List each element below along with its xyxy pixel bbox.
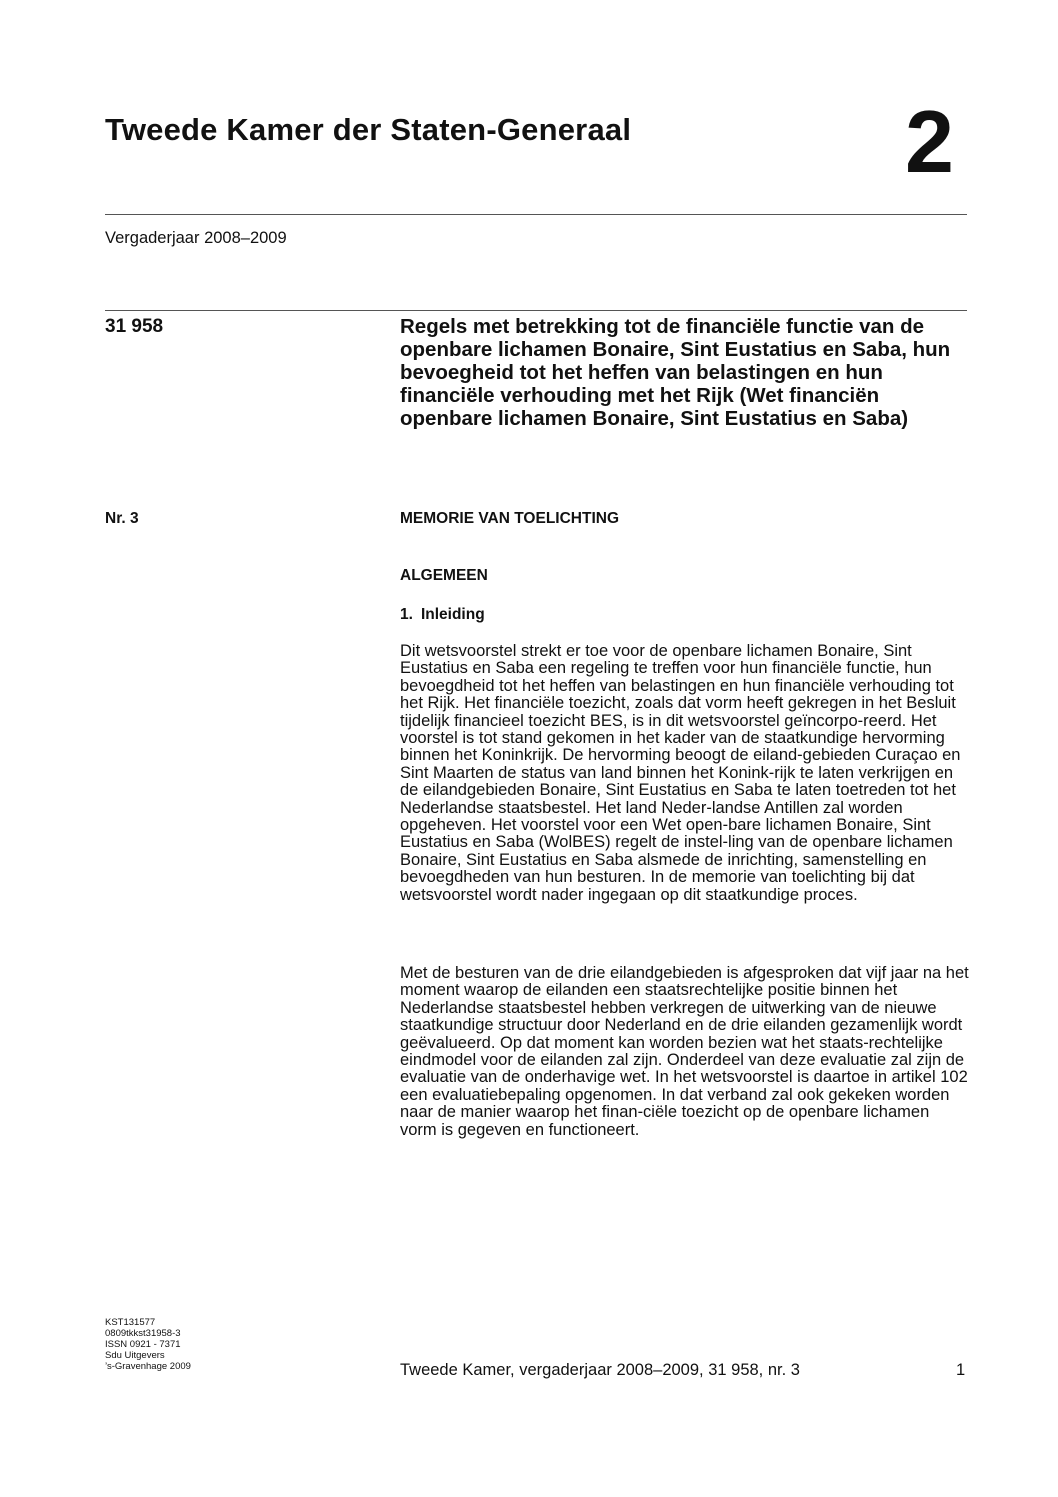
dossier-divider [105,310,967,311]
document-nr: Nr. 3 [105,510,139,527]
session-year: Vergaderjaar 2008–2009 [105,229,287,247]
page-mark-number: 2 [905,92,954,191]
colophon-line: Sdu Uitgevers [105,1350,165,1361]
running-footer: Tweede Kamer, vergaderjaar 2008–2009, 31 958, nr. 3 [400,1361,800,1379]
colophon-line: ’s-Gravenhage 2009 [105,1361,191,1372]
chamber-title: Tweede Kamer der Staten-Generaal [105,112,632,147]
header-divider [105,214,967,215]
dossier-number: 31 958 [105,316,164,337]
page-number: 1 [956,1361,966,1379]
document-type: MEMORIE VAN TOELICHTING [400,510,620,527]
colophon-line: ISSN 0921 - 7371 [105,1339,181,1350]
subsection-heading [400,606,485,624]
colophon [105,1317,191,1372]
subsection-title: Inleiding [420,606,485,623]
colophon-line: 0809tkkst31958-3 [105,1328,181,1339]
subsection-number: 1. [400,606,413,623]
paragraph-2: Met de besturen van de drie eilandgebieden is afgesproken dat vijf jaar na het moment waarop de eilanden een staatsrechtelijke positie binnen het Nederlandse staatsbestel hebben verkregen de uitwerking van de nieuwe staatkundige structuur door Nederland en de drie eilanden gezamenlijk wordt geëvalueerd. Op dat moment kan worden bezien wat het staats-rechtelijke eindmodel voor de eilanden zal zijn. Onderdeel van deze evaluatie zal zijn de evaluatie van de onderhavige wet. In het wetsvoorstel is daartoe in artikel 102 een evaluatiebepaling opgenomen. In dat verband zal ook gekeken worden naar de manier waarop het finan-ciële toezicht op de openbare lichamen vorm is gegeven en functioneert. [400,964,969,1139]
colophon-line: KST131577 [105,1317,156,1328]
paragraph-1: Dit wetsvoorstel strekt er toe voor de openbare lichamen Bonaire, Sint Eustatius en Saba een regeling te treffen voor hun financiële functie, hun bevoegdheid tot het heffen van belastingen en hun financiële verhouding tot het Rijk. Het financiële toezicht, zoals dat vorm heeft gekregen in het Besluit tijdelijk financieel toezicht BES, is in dit wetsvoorstel geïncorpo-reerd. Het voorstel is tot stand gekomen in het kader van de staatkundige hervorming binnen het Koninkrijk. De hervorming beoogt de eiland-gebieden Curaçao en Sint Maarten de status van land binnen het Konink-rijk te laten verkrijgen en de eilandgebieden Bonaire, Sint Eustatius en Saba te laten toetreden tot het Nederlandse staatsbestel. Het land Neder-landse Antillen zal worden opgeheven. Het voorstel voor een Wet open-bare lichamen Bonaire, Sint Eustatius en Saba (WolBES) regelt de instel-ling van de openbare lichamen Bonaire, Sint Eustatius en Saba alsmede de inrichting, samenstelling en bevoegdheden van hun besturen. In de memorie van toelichting bij dat wetsvoorstel wordt nader ingegaan op dit staatkundige proces. [400,642,961,904]
dossier-title: Regels met betrekking tot de financiële functie van de openbare lichamen Bonaire, Sint Eustatius en Saba, hun bevoegheid tot het heffen van belastingen en hun financiële verhouding met het Rijk (Wet financiën openbare lichamen Bonaire, Sint Eustatius en Saba) [400,315,951,430]
section-heading: ALGEMEEN [400,567,488,584]
